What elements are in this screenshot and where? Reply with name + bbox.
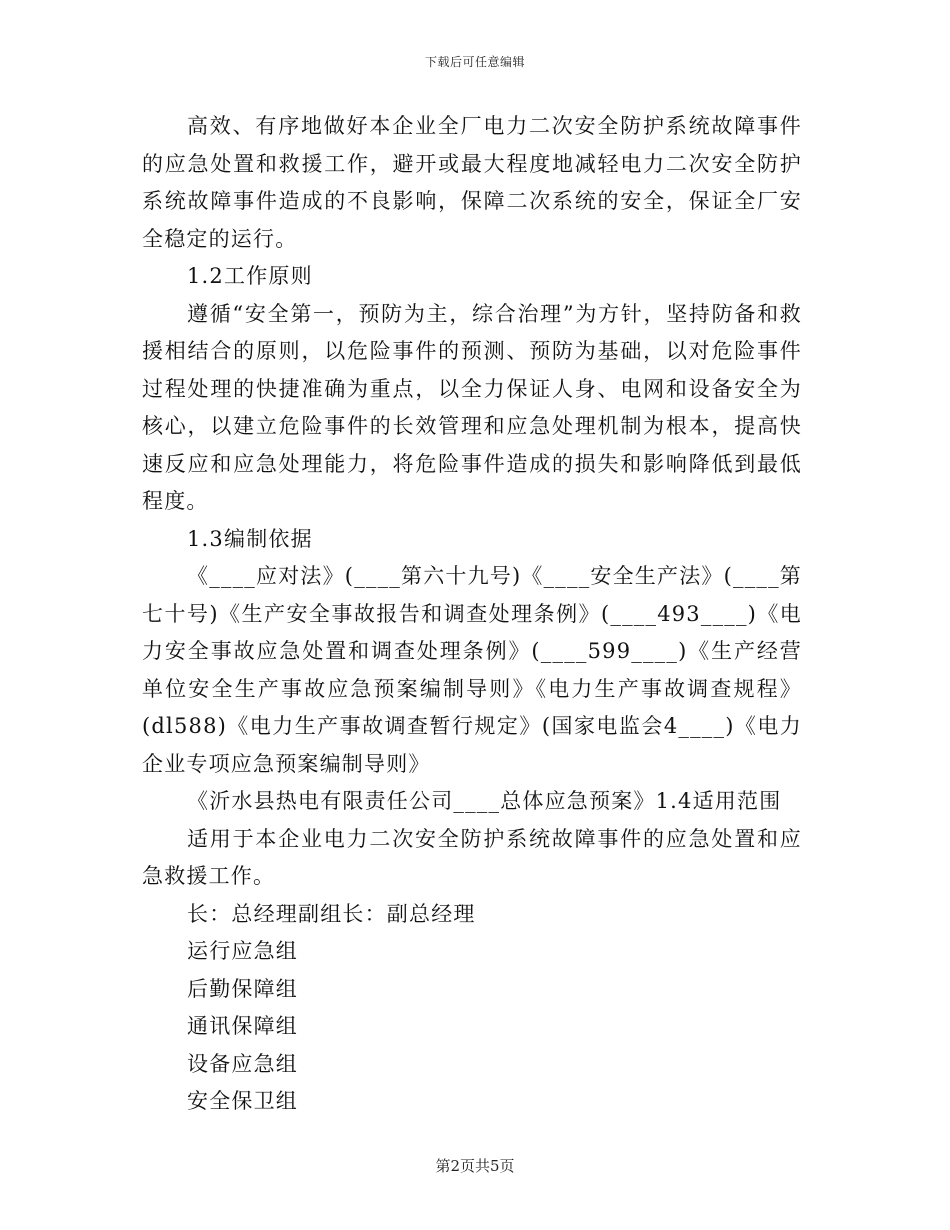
leader-line: 长：总经理副组长：副总经理 [187,901,476,926]
page-header: 下载后可任意编辑 [424,55,525,69]
group-item: 后勤保障组 [187,976,298,1001]
paragraph-scope: 适用于本企业电力二次安全防护系统故障事件的应急处置和应急救援工作。 [142,826,802,888]
paragraph-principles: 遵循“安全第一，预防为主，综合治理”为方针，坚持防备和救援相结合的原则，以危险事件的预测、预防为基础，以对危险事件过程处理的快捷准确为重点，以全力保证人身、电网和设备安全为核心，以建立危险事件的长效管理和应急处理机制为根本，提高快速反应和应急处理能力，将危险事件造成的损失和影响降低到最低程度。 [142,301,802,513]
group-item: 安全保卫组 [187,1089,298,1113]
section-heading-work-principles: 1.2工作原则 [187,264,313,288]
document-body [142,108,802,1121]
paragraph-company-plan: 《沂水县热电有限责任公司____总体应急预案》1.4适用范围 [187,789,782,813]
page-footer: 第2页共5页 [435,1157,515,1175]
group-item: 运行应急组 [187,939,298,963]
group-item: 通讯保障组 [187,1014,298,1038]
group-item: 设备应急组 [187,1051,298,1076]
paragraph-basis: 《____应对法》(____第六十九号)《____安全生产法》(____第七十号)《生产安全事故报告和调查处理条例》(____493____)《电力安全事故应急处置和调查处理条例》(____599____)《生产经营单位安全生产事故应急预案编制导则》《电力生产事故调查规程》(dl588)《电力生产事故调查暂行规定》(国家电监会4____)《电力企业专项应急预案编制导则》 [142,564,802,776]
section-heading-basis: 1.3编制依据 [187,526,313,551]
paragraph-purpose: 高效、有序地做好本企业全厂电力二次安全防护系统故障事件的应急处置和救援工作，避开或最大程度地减轻电力二次安全防护系统故障事件造成的不良影响，保障二次系统的安全，保证全厂安全稳定的运行。 [142,114,802,251]
